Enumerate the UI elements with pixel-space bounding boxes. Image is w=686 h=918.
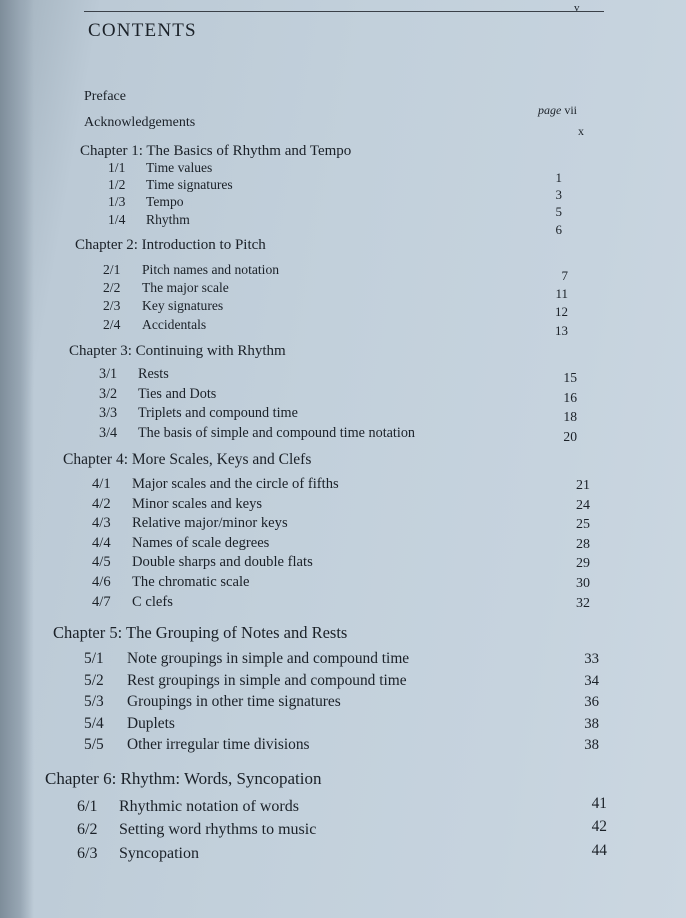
section-page-number: 30 [576, 576, 590, 591]
section-page-number: 42 [591, 818, 607, 836]
section-page-number: 6 [555, 221, 562, 237]
section-number: 6/1 [77, 798, 98, 815]
section-number: 4/5 [92, 554, 111, 571]
front-matter-page-preface: vii [564, 103, 577, 117]
section-page-number: 15 [563, 370, 577, 385]
section-number: 5/3 [84, 693, 104, 711]
section-title: Time signatures [146, 177, 233, 193]
chapter-heading: Chapter 1: The Basics of Rhythm and Tempo [80, 143, 352, 159]
section-page-number: 25 [576, 517, 590, 533]
page-title: CONTENTS [88, 20, 197, 41]
section-title: Minor scales and keys [132, 495, 263, 512]
page-word: page [538, 103, 562, 117]
section-title: Rhythm [146, 211, 190, 227]
section-title: Syncopation [119, 844, 199, 862]
section-page-number: 28 [576, 536, 590, 552]
section-page-number: 24 [576, 497, 590, 513]
section-page-number: 33 [584, 651, 599, 667]
section-number: 4/1 [92, 476, 111, 492]
section-number: 1/4 [108, 211, 126, 227]
section-number: 3/1 [99, 366, 118, 382]
front-matter-acknowledgements: Acknowledgements [84, 115, 196, 130]
section-title: Pitch names and notation [142, 262, 280, 277]
section-title: Tempo [146, 194, 184, 210]
section-number: 4/4 [92, 534, 111, 551]
section-title: Ties and Dots [138, 385, 217, 402]
section-number: 6/2 [77, 821, 98, 839]
section-title: Accidentals [142, 316, 207, 332]
header-rule [84, 11, 604, 12]
section-page-number: 3 [555, 187, 562, 203]
section-title: Double sharps and double flats [132, 554, 313, 571]
section-page-number: 5 [555, 204, 562, 220]
section-page-number: 12 [555, 304, 568, 320]
chapter-heading: Chapter 3: Continuing with Rhythm [69, 343, 286, 359]
section-number: 2/2 [103, 280, 121, 296]
section-page-number: 16 [563, 389, 577, 405]
folio-number: v [574, 2, 580, 14]
section-number: 4/2 [92, 495, 111, 512]
section-title: The major scale [142, 280, 229, 296]
chapter-heading: Chapter 2: Introduction to Pitch [75, 237, 266, 253]
section-title: Setting word rhythms to music [119, 821, 317, 839]
section-title: Time values [146, 160, 213, 175]
section-number: 2/4 [103, 316, 121, 332]
section-number: 5/1 [84, 650, 104, 667]
section-number: 4/6 [92, 574, 111, 590]
section-page-number: 20 [563, 428, 577, 444]
section-title: C clefs [132, 593, 173, 610]
section-title: Triplets and compound time [138, 405, 298, 421]
section-title: The chromatic scale [132, 574, 250, 590]
section-number: 4/7 [92, 593, 111, 610]
section-page-number: 32 [576, 595, 590, 611]
page-column-label [538, 103, 577, 118]
section-title: Duplets [127, 714, 175, 732]
section-page-number: 44 [591, 841, 607, 859]
section-page-number: 38 [584, 715, 599, 732]
section-number: 2/3 [103, 298, 121, 314]
section-number: 6/3 [77, 844, 98, 862]
section-page-number: 38 [584, 737, 599, 754]
section-page-number: 36 [584, 694, 599, 711]
section-page-number: 18 [563, 409, 577, 424]
section-number: 2/1 [103, 262, 121, 277]
section-title: Note groupings in simple and compound time [127, 650, 410, 667]
section-title: Major scales and the circle of fifths [132, 476, 339, 492]
section-number: 3/4 [99, 424, 118, 441]
chapter-heading: Chapter 6: Rhythm: Words, Syncopation [45, 769, 322, 788]
section-page-number: 11 [555, 286, 568, 302]
section-number: 1/3 [108, 194, 126, 210]
section-page-number: 7 [561, 268, 568, 283]
section-title: Groupings in other time signatures [127, 693, 341, 711]
section-number: 5/2 [84, 671, 104, 689]
section-title: The basis of simple and compound time notation [138, 424, 416, 441]
section-title: Names of scale degrees [132, 534, 270, 551]
section-title: Rhythmic notation of words [119, 798, 299, 815]
section-page-number: 13 [555, 322, 568, 338]
front-matter-page-acknowledgements: x [578, 124, 584, 138]
section-page-number: 34 [584, 672, 599, 689]
section-title: Rests [138, 366, 169, 382]
section-title: Relative major/minor keys [132, 515, 288, 532]
chapter-heading: Chapter 5: The Grouping of Notes and Rests [53, 623, 348, 642]
section-page-number: 1 [555, 170, 562, 185]
section-page-number: 41 [591, 795, 607, 812]
book-spine-shadow [0, 0, 34, 918]
section-title: Other irregular time divisions [127, 736, 310, 754]
section-page-number: 21 [576, 478, 590, 493]
section-number: 5/5 [84, 736, 104, 754]
section-number: 1/2 [108, 177, 126, 193]
front-matter-preface: Preface [84, 89, 126, 104]
section-page-number: 29 [576, 556, 590, 572]
section-number: 5/4 [84, 714, 104, 732]
section-title: Rest groupings in simple and compound time [127, 671, 407, 689]
section-number: 4/3 [92, 515, 111, 532]
section-number: 3/3 [99, 405, 118, 421]
section-title: Key signatures [142, 298, 224, 314]
section-number: 3/2 [99, 385, 118, 402]
section-number: 1/1 [108, 160, 126, 175]
chapter-heading: Chapter 4: More Scales, Keys and Clefs [63, 451, 312, 468]
